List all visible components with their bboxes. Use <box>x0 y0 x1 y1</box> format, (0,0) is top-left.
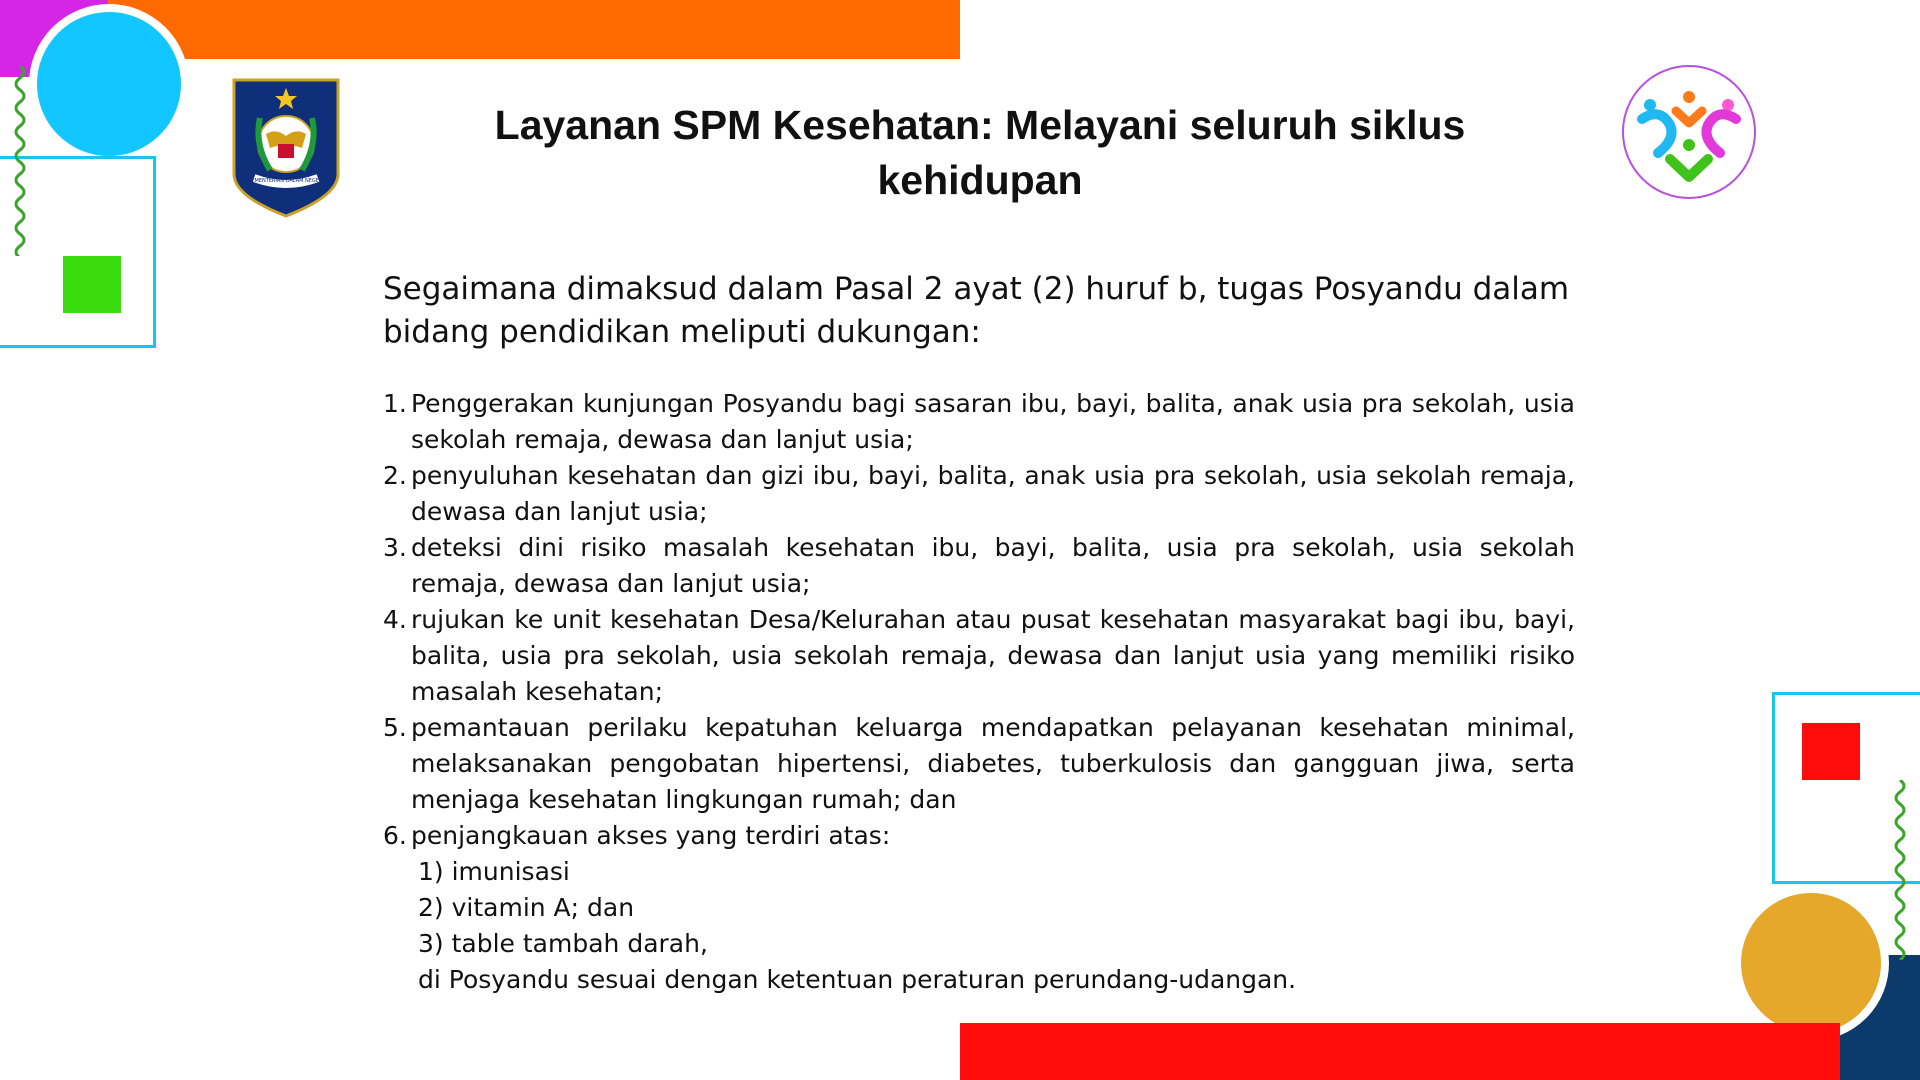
gold-circle-decoration <box>1733 885 1889 1041</box>
list-item-number: 2. <box>383 461 407 490</box>
list-item <box>383 458 1575 530</box>
list-item <box>383 710 1575 818</box>
sub-list-item: 1) imunisasi <box>418 857 570 886</box>
left-green-squiggle <box>10 66 30 256</box>
list-item <box>383 530 1575 602</box>
right-green-squiggle <box>1890 780 1910 960</box>
blue-circle-decoration <box>29 4 189 164</box>
list-item <box>383 386 1575 458</box>
red-square-decoration <box>1802 723 1860 780</box>
list-item <box>383 602 1575 710</box>
closing-line: di Posyandu sesuai dengan ketentuan peraturan perundang-udangan. <box>418 965 1297 994</box>
svg-text:KEMENTERIAN DALAM NEGERI: KEMENTERIAN DALAM NEGERI <box>248 178 324 184</box>
list-item-text: rujukan ke unit kesehatan Desa/Kelurahan atau pusat kesehatan masyarakat bagi ibu, bayi, balita, usia pra sekolah, usia sekolah remaja, dewasa dan lanjut usia yang memiliki risiko masalah kesehatan; <box>411 605 1575 706</box>
posyandu-heart-logo <box>1620 63 1758 201</box>
green-square-decoration <box>63 256 121 313</box>
list-item-text: deteksi dini risiko masalah kesehatan ibu, bayi, balita, usia pra sekolah, usia sekolah remaja, dewasa dan lanjut usia; <box>411 533 1575 598</box>
page-title: Layanan SPM Kesehatan: Melayani seluruh siklus kehidupan <box>494 102 1466 203</box>
sub-list-item: 2) vitamin A; dan <box>418 893 635 922</box>
list-item-number: 5. <box>383 713 407 742</box>
support-list <box>383 386 1575 998</box>
sub-list-item: 3) table tambah darah, <box>418 929 708 958</box>
list-item-number: 4. <box>383 605 407 634</box>
kemendagri-emblem-logo <box>230 78 342 218</box>
list-item-text: pemantauan perilaku kepatuhan keluarga mendapatkan pelayanan kesehatan minimal, melaksanakan pengobatan hipertensi, diabetes, tuberkulosis dan gangguan jiwa, serta menjaga kesehatan lingkungan rumah; dan <box>411 713 1575 814</box>
list-item-number: 3. <box>383 533 407 562</box>
list-item-text: Penggerakan kunjungan Posyandu bagi sasaran ibu, bayi, balita, anak usia pra sekolah, usia sekolah remaja, dewasa dan lanjut usia; <box>411 389 1575 454</box>
list-item-number: 6. <box>383 821 407 850</box>
intro-paragraph: Segaimana dimaksud dalam Pasal 2 ayat (2) huruf b, tugas Posyandu dalam bidang pendidikan meliputi dukungan: <box>383 271 1570 350</box>
bottom-red-bar <box>960 1023 1840 1080</box>
list-item-text: penjangkauan akses yang terdiri atas: <box>411 821 891 850</box>
list-item-number: 1. <box>383 389 407 418</box>
list-item-text: penyuluhan kesehatan dan gizi ibu, bayi, balita, anak usia pra sekolah, usia sekolah remaja, dewasa dan lanjut usia; <box>411 461 1575 526</box>
list-item <box>383 818 1575 854</box>
